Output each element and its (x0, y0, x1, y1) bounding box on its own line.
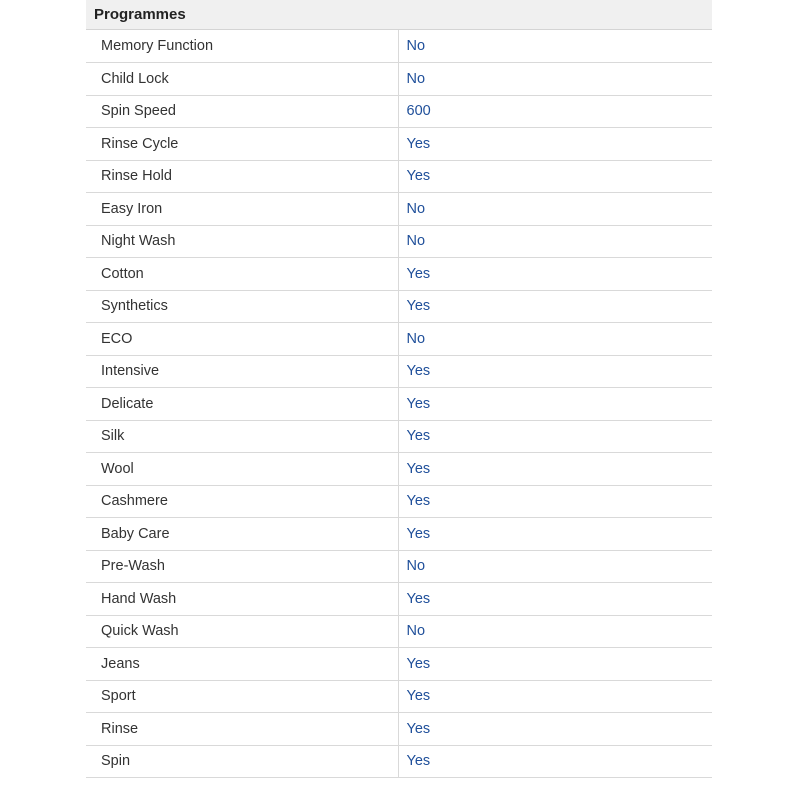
table-row (86, 323, 712, 356)
spec-value: No (398, 63, 712, 96)
spec-label: Wool (86, 453, 398, 486)
spec-value: Yes (398, 355, 712, 388)
specs-table-body (86, 30, 712, 778)
spec-label: Pre-Wash (86, 550, 398, 583)
table-row (86, 680, 712, 713)
spec-label: Spin (86, 745, 398, 778)
table-row (86, 420, 712, 453)
spec-value: Yes (398, 453, 712, 486)
spec-value: Yes (398, 420, 712, 453)
spec-label: Child Lock (86, 63, 398, 96)
table-row (86, 615, 712, 648)
spec-label: Spin Speed (86, 95, 398, 128)
table-row (86, 258, 712, 291)
spec-label: Rinse Cycle (86, 128, 398, 161)
spec-label: Rinse (86, 713, 398, 746)
table-row (86, 290, 712, 323)
table-row (86, 63, 712, 96)
spec-value: Yes (398, 680, 712, 713)
spec-label: Memory Function (86, 30, 398, 63)
spec-value: Yes (398, 160, 712, 193)
spec-value: No (398, 193, 712, 226)
table-row (86, 30, 712, 63)
specs-table (86, 30, 712, 778)
section-header (86, 0, 712, 30)
spec-label: Cashmere (86, 485, 398, 518)
table-row (86, 583, 712, 616)
spec-label: Quick Wash (86, 615, 398, 648)
table-row (86, 485, 712, 518)
spec-label: Cotton (86, 258, 398, 291)
spec-value: 600 (398, 95, 712, 128)
spec-label: Silk (86, 420, 398, 453)
table-row (86, 648, 712, 681)
spec-label: Night Wash (86, 225, 398, 258)
table-row (86, 518, 712, 551)
table-row (86, 225, 712, 258)
spec-label: ECO (86, 323, 398, 356)
table-row (86, 745, 712, 778)
spec-label: Easy Iron (86, 193, 398, 226)
spec-value: Yes (398, 713, 712, 746)
spec-label: Intensive (86, 355, 398, 388)
table-row (86, 355, 712, 388)
spec-value: Yes (398, 485, 712, 518)
spec-label: Jeans (86, 648, 398, 681)
spec-value: Yes (398, 648, 712, 681)
spec-label: Synthetics (86, 290, 398, 323)
spec-value: Yes (398, 745, 712, 778)
spec-value: No (398, 550, 712, 583)
section-title: Programmes (94, 6, 186, 23)
spec-value: Yes (398, 518, 712, 551)
spec-value: No (398, 615, 712, 648)
spec-value: Yes (398, 583, 712, 616)
spec-label: Hand Wash (86, 583, 398, 616)
spec-value: Yes (398, 258, 712, 291)
spec-value: No (398, 225, 712, 258)
table-row (86, 388, 712, 421)
table-row (86, 95, 712, 128)
spec-value: No (398, 323, 712, 356)
programmes-panel (86, 0, 712, 778)
spec-label: Rinse Hold (86, 160, 398, 193)
table-row (86, 713, 712, 746)
table-row (86, 550, 712, 583)
table-row (86, 128, 712, 161)
spec-value: Yes (398, 388, 712, 421)
spec-label: Sport (86, 680, 398, 713)
table-row (86, 453, 712, 486)
spec-label: Baby Care (86, 518, 398, 551)
spec-value: Yes (398, 290, 712, 323)
table-row (86, 193, 712, 226)
table-row (86, 160, 712, 193)
spec-label: Delicate (86, 388, 398, 421)
spec-value: Yes (398, 128, 712, 161)
spec-value: No (398, 30, 712, 63)
